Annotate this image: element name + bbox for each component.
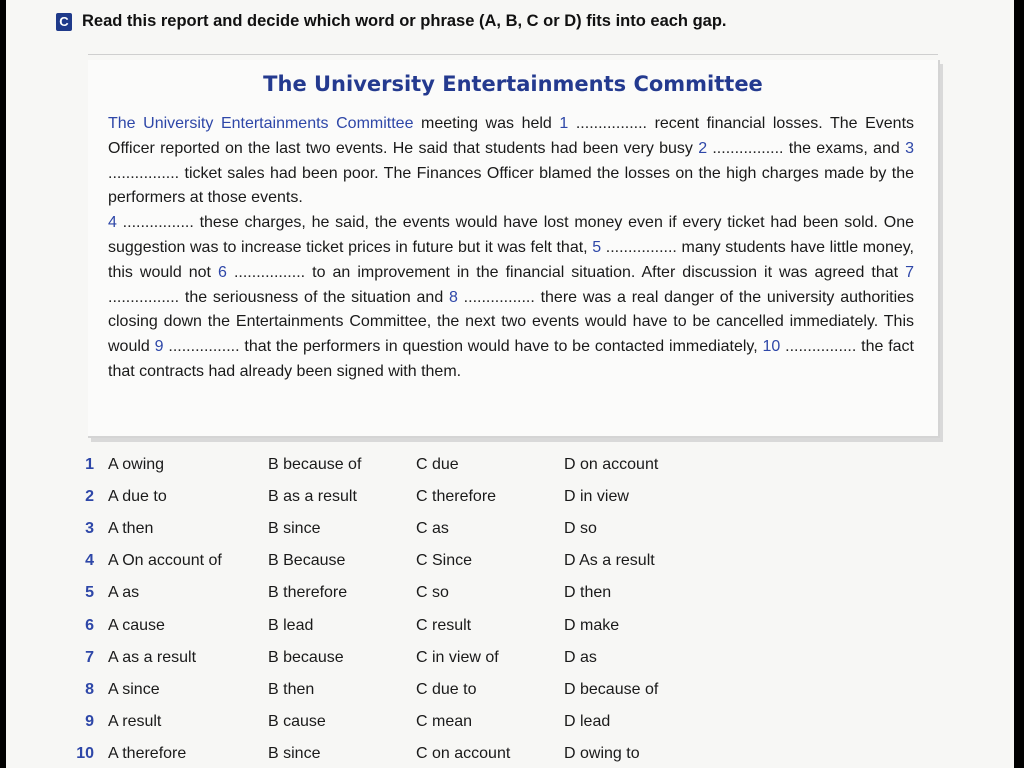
option-a: A owing: [108, 456, 165, 473]
question-number: 5: [85, 584, 94, 602]
question-number: 4: [85, 552, 94, 570]
exercise-instruction: [56, 12, 727, 31]
gap-blank: ................: [457, 288, 535, 306]
report-paragraph-1: [108, 112, 914, 211]
option-b: B lead: [268, 616, 314, 634]
report-title: The University Entertainments Committee: [263, 72, 763, 96]
gap-number: 1: [559, 115, 569, 132]
option-b: B because of: [268, 456, 362, 473]
option-a: A therefore: [108, 744, 187, 762]
option-c: C as: [416, 520, 449, 538]
question-number: 7: [85, 648, 94, 666]
gap-blank: ................: [226, 263, 306, 281]
gap-number: 7: [905, 263, 915, 281]
report-text-run: the exams, and: [783, 139, 906, 157]
report-text-run: to an improvement in the financial situation. After discussion it was agreed that: [305, 263, 906, 281]
option-a: A as a result: [108, 648, 197, 666]
report-text-run: many students have little money, this would not: [108, 238, 915, 281]
report-box: [88, 60, 940, 438]
report-paragraph-2: [108, 211, 914, 385]
option-c: C due: [416, 456, 459, 473]
option-b: B since: [268, 744, 321, 762]
report-text-run: there was a real danger of the university authorities closing down the Entertainments Committee, the next two events would have to be cancelled immediately. This would: [108, 288, 915, 356]
question-number: 10: [76, 744, 94, 762]
option-a: A result: [108, 712, 162, 730]
gap-blank: ................: [116, 214, 194, 232]
option-d: D owing to: [564, 744, 640, 762]
option-c: C in view of: [416, 648, 499, 666]
option-d: D as: [564, 648, 597, 666]
report-text-run: meeting was held: [413, 115, 560, 132]
option-b: B then: [268, 680, 315, 698]
gap-number: 10: [762, 338, 781, 356]
gap-blank: ................: [780, 338, 857, 356]
option-d: D so: [564, 520, 597, 538]
gap-number: 9: [154, 338, 164, 356]
option-a: A On account of: [108, 552, 222, 570]
option-b: B as a result: [268, 488, 357, 506]
gap-number: 4: [108, 214, 117, 232]
option-b: B therefore: [268, 584, 348, 602]
worksheet-page: [6, 0, 1014, 768]
option-b: B since: [268, 520, 321, 538]
instruction-text: Read this report and decide which word or phrase (A, B, C or D) fits into each gap.: [82, 12, 727, 30]
option-a: A as: [108, 584, 140, 602]
divider: [88, 54, 938, 55]
report-text-run: these charges, he said, the events would have lost money even if every ticket had been sold. One suggestion was to increase ticket prices in future but it was felt that,: [108, 214, 914, 256]
option-d: D because of: [564, 680, 659, 698]
gap-blank: ................: [108, 164, 180, 182]
option-c: C due to: [416, 680, 477, 698]
question-number: 1: [85, 456, 94, 473]
option-b: B Because: [268, 552, 346, 570]
report-text-run: the fact that contracts had already been signed with them.: [108, 338, 914, 380]
gap-number: 5: [592, 238, 602, 256]
gap-number: 8: [449, 288, 458, 306]
gap-number: 6: [218, 263, 227, 281]
question-number: 3: [85, 520, 94, 538]
option-c: C mean: [416, 712, 473, 730]
report-text: [108, 112, 914, 385]
question-number: 8: [85, 680, 94, 698]
option-d: D then: [564, 584, 612, 602]
report-text-run: recent financial losses. The Events Officer reported on the last two events. He said that students had been very busy: [108, 115, 915, 157]
option-d: D in view: [564, 488, 629, 506]
option-c: C on account: [416, 744, 511, 762]
option-a: A due to: [108, 488, 167, 506]
gap-number: 2: [698, 139, 708, 157]
gap-number: 3: [905, 139, 914, 157]
option-b: B cause: [268, 712, 326, 730]
exercise-badge: C: [56, 13, 72, 31]
option-d: D on account: [564, 456, 659, 473]
option-a: A cause: [108, 616, 165, 634]
option-c: C result: [416, 616, 472, 634]
question-number: 2: [85, 488, 94, 506]
gap-blank: ................: [707, 139, 784, 157]
report-text-run: that the performers in question would have to be contacted immediately,: [239, 338, 763, 356]
gap-blank: ................: [163, 338, 240, 356]
option-b: B because: [268, 648, 344, 666]
gap-blank: ................: [568, 115, 647, 132]
option-c: C therefore: [416, 488, 497, 506]
option-a: A then: [108, 520, 154, 538]
committee-name: The University Entertainments Committee: [108, 115, 414, 132]
gap-blank: ................: [601, 238, 677, 256]
option-c: C so: [416, 584, 449, 602]
gap-blank: ................: [108, 288, 180, 306]
option-c: C Since: [416, 552, 473, 570]
option-a: A since: [108, 680, 160, 698]
option-d: D lead: [564, 712, 611, 730]
question-number: 6: [85, 616, 94, 634]
option-d: D make: [564, 616, 620, 634]
question-number: 9: [85, 712, 94, 730]
option-d: D As a result: [564, 552, 655, 570]
report-text-run: ticket sales had been poor. The Finances Officer blamed the losses on the high charges made by the performers at those events.: [108, 164, 914, 207]
report-text-run: the seriousness of the situation and: [179, 288, 449, 306]
